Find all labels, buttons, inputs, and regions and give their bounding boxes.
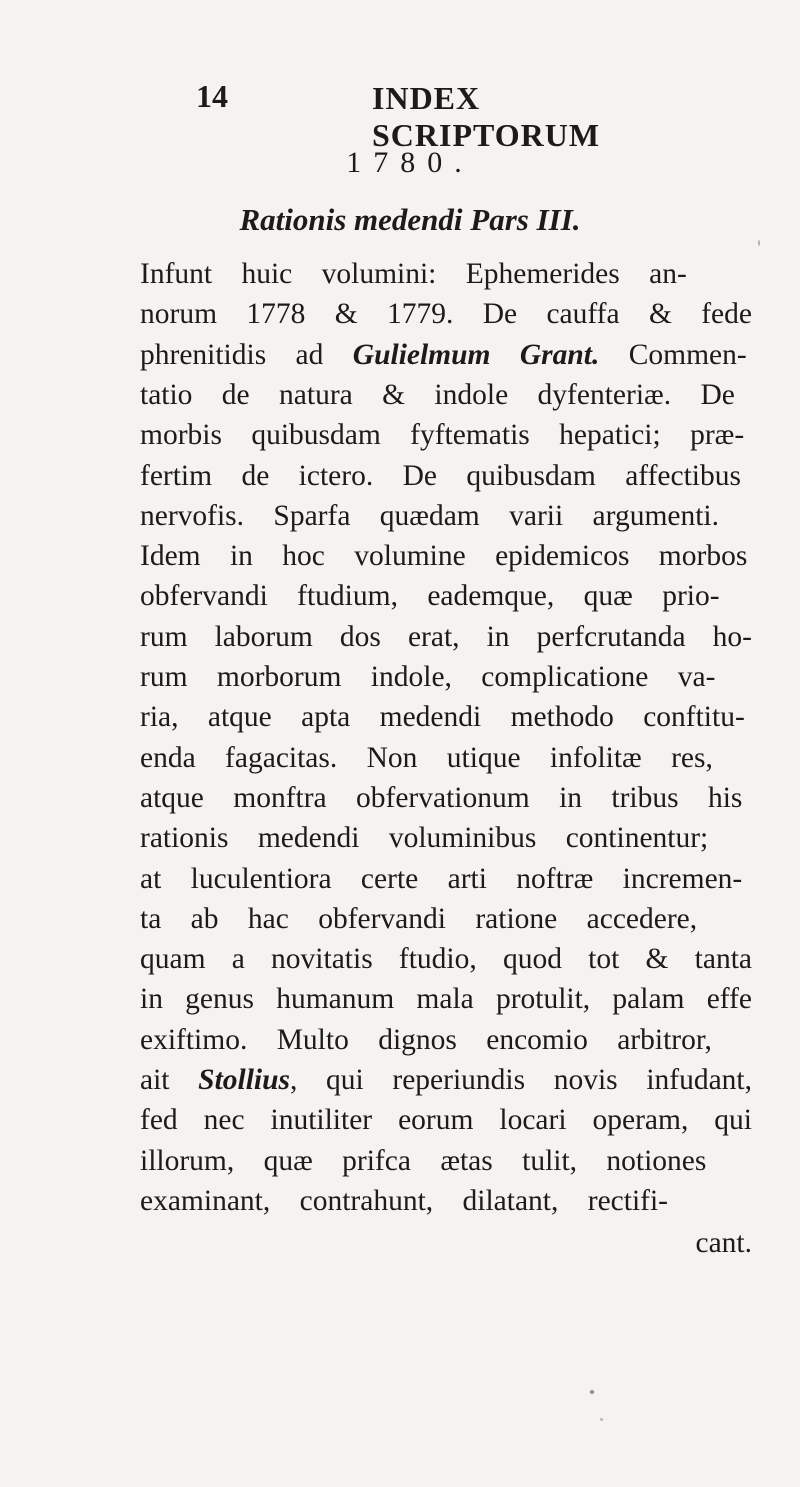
catchword: cant. xyxy=(695,1227,752,1260)
text-line: norum 1778 & 1779. De cauffa & fede xyxy=(140,298,752,331)
text-line: tatio de natura & indole dyfenteriæ. De xyxy=(140,378,735,411)
text-line: morbis quibusdam fyftematis hepatici; præ- xyxy=(140,419,745,452)
text-line: exiftimo. Multo dignos encomio arbitror, xyxy=(140,1023,712,1056)
text-line: fertim de ictero. De quibusdam affectibus xyxy=(140,459,741,492)
running-head xyxy=(196,78,716,153)
text-line: ait Stollius, qui reperiundis novis infudant, xyxy=(140,1064,752,1096)
text-line: at luculentiora certe arti noftræ incremen- xyxy=(140,862,743,895)
text-line: ria, atque apta medendi methodo conftitu- xyxy=(140,701,745,734)
paper-speck xyxy=(758,240,760,246)
text-line: rum laborum dos erat, in perfcrutanda ho- xyxy=(140,620,752,653)
text-line: quam a novitatis ftudio, quod tot & tanta xyxy=(140,943,752,976)
paper-speck xyxy=(590,1390,594,1394)
text-line: rum morborum indole, complicatione va- xyxy=(140,661,716,693)
work-title: Rationis medendi Pars III. xyxy=(239,202,581,237)
text-line: illorum, quæ prifca ætas tulit, notiones xyxy=(140,1144,707,1177)
text-line: Idem in hoc volumine epidemicos morbos xyxy=(140,540,748,573)
text-line: phrenitidis ad Gulielmum Grant. Commen- xyxy=(140,338,747,371)
text-line: obfervandi ftudium, eademque, quæ prio- xyxy=(140,580,720,613)
text-line: Infunt huic volumini: Ephemerides an- xyxy=(140,258,687,290)
text-line: ta ab hac obfervandi ratione accedere, xyxy=(140,902,698,935)
text-line: examinant, contrahunt, dilatant, rectifi- xyxy=(140,1184,668,1217)
text-line: nervofis. Sparfa quædam varii argumenti. xyxy=(140,499,719,532)
text-line: rationis medendi voluminibus continentur; xyxy=(140,822,709,855)
text-line: fed nec inutiliter eorum locari operam, qui xyxy=(140,1104,752,1137)
running-head-title: INDEX SCRIPTORUM xyxy=(372,80,601,153)
text-line: enda fagacitas. Non utique infolitæ res, xyxy=(140,741,713,774)
text-line: in genus humanum mala protulit, palam effe xyxy=(140,983,752,1016)
text-line: atque monftra obfervationum in tribus his xyxy=(140,781,743,814)
entry-year: 1780. xyxy=(346,146,474,179)
paper-speck xyxy=(600,1418,603,1421)
page-number: 14 xyxy=(196,78,228,114)
